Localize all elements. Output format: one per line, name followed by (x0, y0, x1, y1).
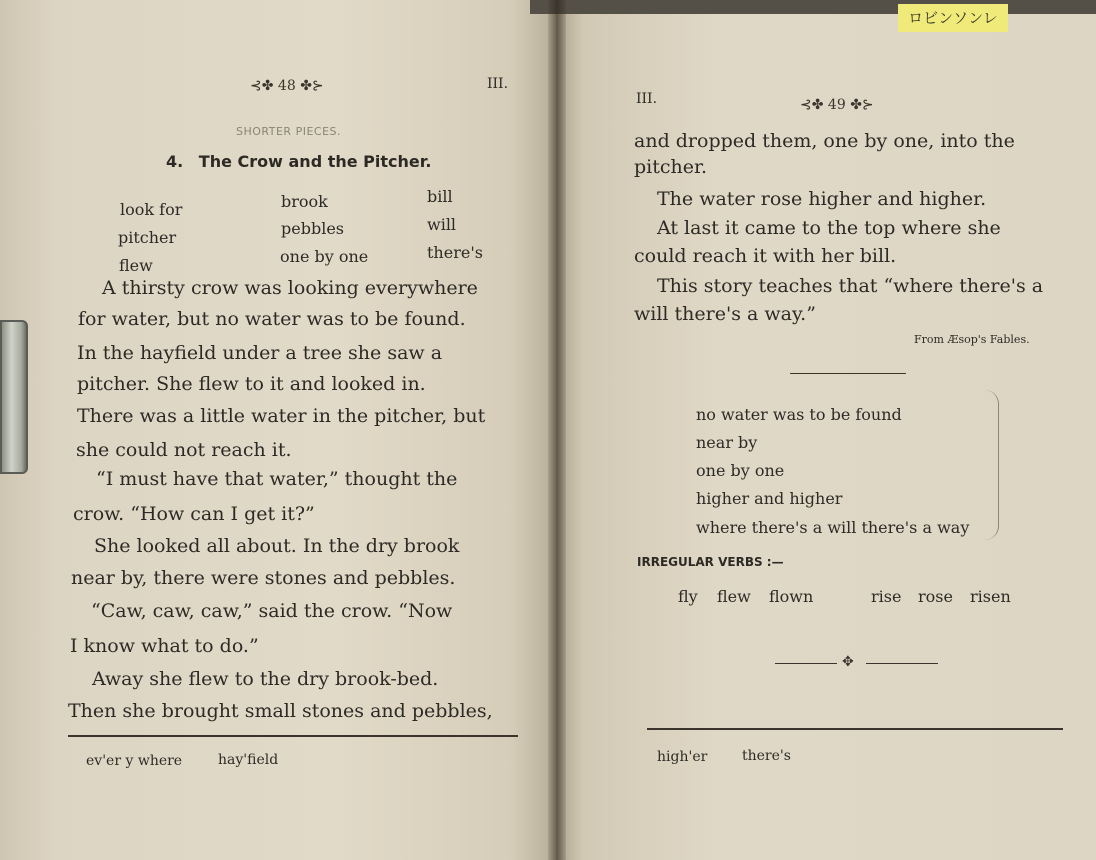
sticky-note: ロビンソンレ (898, 4, 1008, 32)
phrase-bracket (984, 390, 999, 540)
chapter-roman-left: III. (487, 76, 509, 92)
story-line: she could not reach it. (76, 439, 292, 461)
story-line: A thirsty crow was looking everywhere (102, 277, 478, 299)
phrase-item: no water was to be found (696, 405, 902, 424)
verb-form: fly (678, 587, 698, 606)
verb-form: rise (871, 587, 902, 606)
story-line: In the hayfield under a tree she saw a (77, 342, 443, 364)
story-line: Then she brought small stones and pebbles, (68, 700, 493, 722)
story-line: She looked all about. In the dry brook (94, 535, 460, 557)
story-line: for water, but no water was to be found. (78, 308, 466, 330)
footnote-rule (647, 728, 1063, 730)
story-line: The water rose higher and higher. (657, 188, 987, 210)
ornament-right-icon: ✤⊱ (850, 97, 874, 113)
story-line: “I must have that water,” thought the (96, 468, 458, 490)
vocab-item: one by one (280, 247, 369, 266)
vocab-item: there's (427, 243, 483, 262)
story-line: At last it came to the top where she (657, 217, 1001, 239)
footnote-word: hay'field (218, 752, 279, 768)
attribution: From Æsop's Fables. (914, 333, 1030, 346)
phrase-item: where there's a will there's a way (696, 518, 970, 537)
ornament-left-icon: ⊰✤ (800, 97, 824, 113)
irregular-verbs-heading: IRREGULAR VERBS :— (637, 555, 784, 569)
verb-form: risen (970, 587, 1011, 606)
story-line: pitcher. (634, 156, 708, 178)
binder-clip (0, 320, 28, 474)
ornament-rule-right (866, 663, 938, 664)
book-gutter (548, 0, 566, 860)
footnote-word: ev'er y where (86, 753, 183, 769)
vocab-item: bill (427, 187, 453, 206)
vocab-item: pebbles (281, 219, 344, 238)
story-line: Away she flew to the dry brook-bed. (92, 668, 439, 690)
story-line: and dropped them, one by one, into the (634, 130, 1015, 152)
page-edge-shadow (530, 0, 1096, 14)
story-line: This story teaches that “where there's a (657, 275, 1044, 297)
story-line: will there's a way.” (634, 303, 816, 325)
phrase-item: higher and higher (696, 489, 843, 508)
story-line: could reach it with her bill. (634, 245, 897, 267)
phrase-item: one by one (696, 461, 785, 480)
verb-form: flew (717, 587, 751, 606)
fleuron-icon: ✥ (842, 654, 854, 670)
story-line: “Caw, caw, caw,” said the crow. “Now (91, 600, 453, 622)
lesson-title-text: The Crow and the Pitcher. (198, 152, 432, 171)
page-number-49: ⊰✤ 49 ✤⊱ (800, 97, 874, 113)
ornament-left-icon: ⊰✤ (250, 78, 274, 94)
vocab-item: look for (120, 200, 183, 219)
story-line: pitcher. She flew to it and looked in. (77, 373, 426, 395)
lesson-title (166, 152, 431, 171)
section-title: SHORTER PIECES. (236, 125, 342, 138)
story-line: There was a little water in the pitcher, but (77, 405, 486, 427)
story-line: crow. “How can I get it?” (73, 503, 315, 525)
ornament-rule-left (775, 663, 837, 664)
vocab-item: will (427, 215, 457, 234)
vocab-item: pitcher (118, 228, 177, 247)
verb-form: rose (918, 587, 953, 606)
vocab-item: flew (119, 256, 153, 275)
story-line: I know what to do.” (70, 635, 259, 657)
phrase-item: near by (696, 433, 758, 452)
vocab-item: brook (281, 192, 328, 211)
chapter-roman-right: III. (636, 91, 658, 107)
verb-form: flown (769, 587, 814, 606)
ornament-right-icon: ✤⊱ (300, 78, 324, 94)
lesson-number: 4. (166, 152, 184, 171)
footnote-rule (68, 735, 518, 737)
footnote-word: there's (742, 748, 791, 764)
footnote-word: high'er (657, 749, 708, 765)
page-number-48: ⊰✤ 48 ✤⊱ (250, 78, 324, 94)
story-line: near by, there were stones and pebbles. (71, 567, 456, 589)
divider-rule (790, 373, 906, 374)
